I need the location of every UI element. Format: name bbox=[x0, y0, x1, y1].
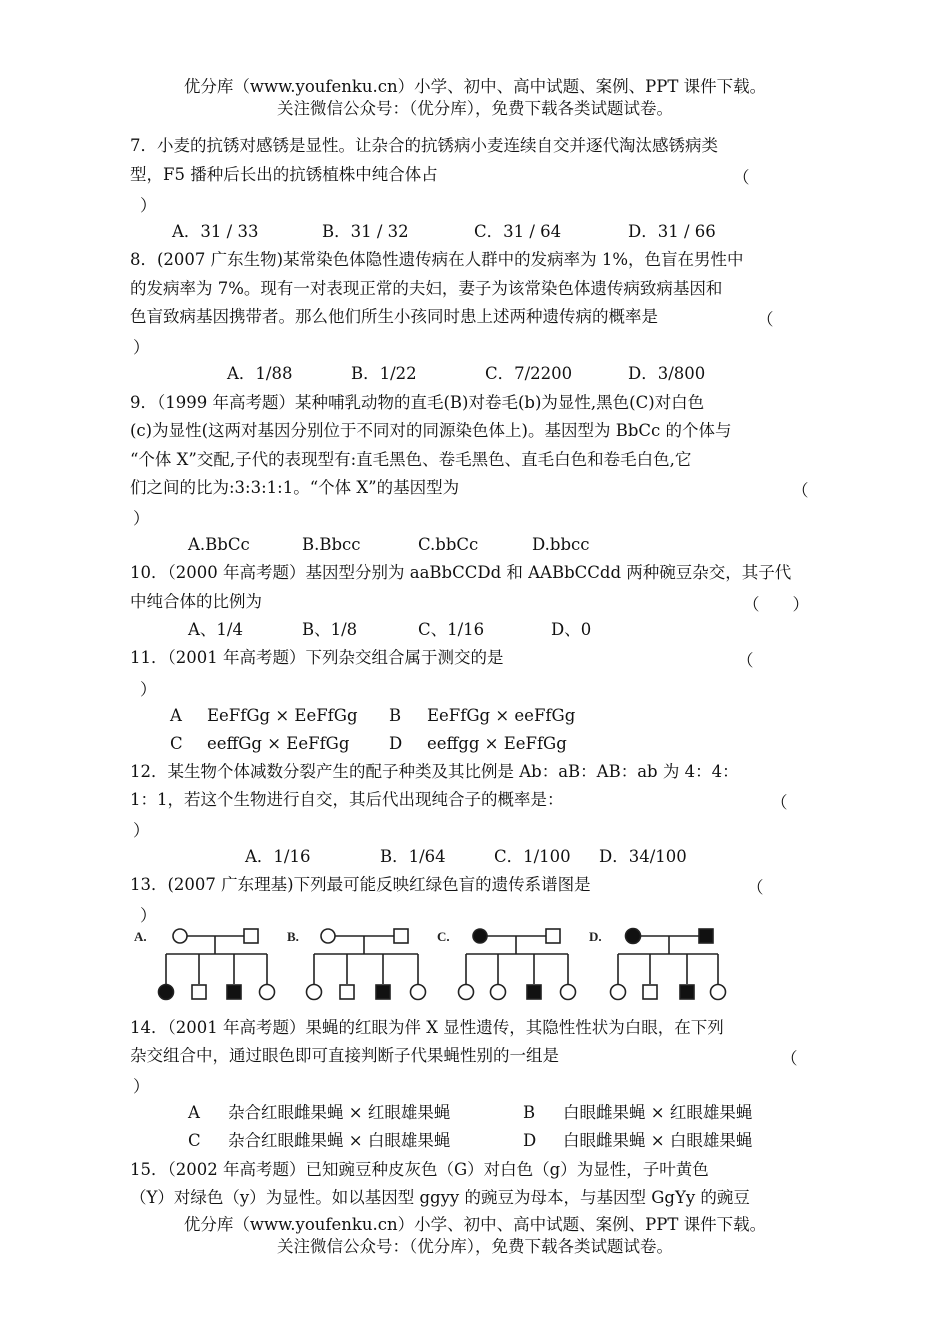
q10-option-b: B、1/8 bbox=[302, 620, 358, 639]
pedigree-figure bbox=[132, 922, 732, 1004]
q10-option-d: D、0 bbox=[551, 620, 592, 639]
q14-option-b-text: 白眼雌果蝇 × 红眼雄果蝇 bbox=[563, 1103, 753, 1122]
q11-option-d-letter: D bbox=[389, 734, 403, 753]
q14-line-2: 杂交组合中，通过眼色即可直接判断子代果蝇性别的一组是 bbox=[130, 1046, 559, 1065]
q11-option-a-text: EeFfGg × EeFfGg bbox=[207, 706, 358, 725]
pedigree-label-b: B. bbox=[287, 929, 299, 944]
pedigree-c bbox=[459, 929, 576, 1000]
q14-line-1: 14．（2001 年高考题）果蝇的红眼为伴 X 显性遗传，其隐性性状为白眼，在下列 bbox=[130, 1018, 724, 1037]
pedigree-label-c: C. bbox=[437, 929, 450, 944]
q7-option-b: B．31 / 32 bbox=[322, 222, 409, 241]
q14-option-b-letter: B bbox=[523, 1103, 536, 1122]
q13-paren-close: ） bbox=[140, 906, 157, 925]
q10-paren: （ ） bbox=[743, 595, 809, 614]
q9-line-4: 们之间的比为:3:3:1:1。“个体 X”的基因型为 bbox=[130, 478, 460, 497]
q8-paren-close: ） bbox=[133, 338, 150, 357]
q14-option-c-text: 杂合红眼雌果蝇 × 白眼雄果蝇 bbox=[228, 1131, 451, 1150]
q14-option-d-letter: D bbox=[523, 1131, 537, 1150]
q8-option-c: C．7/2200 bbox=[485, 364, 573, 383]
q7-line-2: 型，F5 播种后长出的抗锈植株中纯合体占 bbox=[130, 165, 438, 184]
q14-paren-open: （ bbox=[781, 1049, 798, 1068]
q11-option-c-letter: C bbox=[170, 734, 183, 753]
q14-option-a-text: 杂合红眼雌果蝇 × 红眼雄果蝇 bbox=[228, 1103, 451, 1122]
q14-paren-close: ） bbox=[133, 1077, 150, 1096]
q11-option-d-text: eeffgg × EeFfGg bbox=[427, 734, 567, 753]
q9-option-c: C.bbCc bbox=[418, 535, 479, 554]
q8-option-d: D．3/800 bbox=[628, 364, 706, 383]
footer-line-2: 关注微信公众号：（优分库），免费下载各类试题试卷。 bbox=[277, 1237, 673, 1256]
q14-option-a-letter: A bbox=[188, 1103, 200, 1122]
q9-line-2: (c)为显性(这两对基因分别位于不同对的同源染色体上)。基因型为 BbCc 的个体与 bbox=[130, 421, 732, 440]
q13-paren-open: （ bbox=[747, 878, 764, 897]
q9-paren-close: ） bbox=[133, 509, 150, 528]
q8-line-2: 的发病率为 7%。现有一对表现正常的夫妇，妻子为该常染色体遗传病致病基因和 bbox=[130, 279, 723, 298]
q9-line-1: 9．（1999 年高考题）某种哺乳动物的直毛(B)对卷毛(b)为显性,黑色(C)对白色 bbox=[130, 393, 705, 412]
pedigree-b bbox=[307, 929, 426, 1000]
q7-option-c: C．31 / 64 bbox=[474, 222, 562, 241]
q11-option-c-text: eeffGg × EeFfGg bbox=[207, 734, 350, 753]
q11-option-b-letter: B bbox=[389, 706, 402, 725]
q14-option-c-letter: C bbox=[188, 1131, 201, 1150]
q8-line-1: 8．(2007 广东生物)某常染色体隐性遗传病在人群中的发病率为 1%，色盲在男性中 bbox=[130, 250, 744, 269]
q12-line-1: 12．某生物个体减数分裂产生的配子种类及其比例是 Ab：aB：AB：ab 为 4：4： bbox=[130, 762, 739, 781]
q9-option-a: A.BbCc bbox=[188, 535, 250, 554]
q7-option-a: A．31 / 33 bbox=[172, 222, 259, 241]
q12-paren-open: （ bbox=[771, 793, 788, 812]
q8-line-3: 色盲致病基因携带者。那么他们所生小孩同时患上述两种遗传病的概率是 bbox=[130, 307, 658, 326]
q12-option-c: C．1/100 bbox=[494, 847, 571, 866]
q12-option-b: B．1/64 bbox=[380, 847, 446, 866]
q11-line-1: 11．（2001 年高考题）下列杂交组合属于测交的是 bbox=[130, 648, 504, 667]
q15-line-1: 15．（2002 年高考题）已知豌豆种皮灰色（G）对白色（g）为显性，子叶黄色 bbox=[130, 1160, 709, 1179]
q10-option-c: C、1/16 bbox=[418, 620, 485, 639]
header-line-1: 优分库（www.youfenku.cn）小学、初中、高中试题、案例、PPT 课件下载。 bbox=[183, 77, 767, 96]
q11-option-a-letter: A bbox=[170, 706, 182, 725]
q10-line-2: 中纯合体的比例为 bbox=[130, 592, 262, 611]
q7-paren-close: ） bbox=[140, 196, 157, 215]
q7-option-d: D．31 / 66 bbox=[628, 222, 716, 241]
q10-line-1: 10．（2000 年高考题）基因型分别为 aaBbCCDd 和 AABbCCdd 两种碗豆杂交，其子代 bbox=[130, 563, 792, 582]
q12-option-d: D．34/100 bbox=[599, 847, 687, 866]
q8-paren-open: （ bbox=[757, 310, 774, 329]
q12-option-a: A．1/16 bbox=[245, 847, 311, 866]
q9-option-b: B.Bbcc bbox=[302, 535, 361, 554]
q7-paren-open: （ bbox=[733, 168, 750, 187]
footer-line-1: 优分库（www.youfenku.cn）小学、初中、高中试题、案例、PPT 课件下载。 bbox=[183, 1215, 767, 1234]
pedigree-d bbox=[611, 929, 726, 1000]
pedigree-label-a: A. bbox=[134, 929, 147, 944]
q11-paren-open: （ bbox=[737, 651, 754, 670]
q12-paren-close: ） bbox=[133, 821, 150, 840]
q11-option-b-text: EeFfGg × eeFfGg bbox=[427, 706, 576, 725]
q14-option-d-text: 白眼雌果蝇 × 白眼雄果蝇 bbox=[563, 1131, 753, 1150]
q9-line-3: “个体 X”交配,子代的表现型有:直毛黑色、卷毛黑色、直毛白色和卷毛白色,它 bbox=[130, 450, 692, 469]
q11-paren-close: ） bbox=[140, 680, 157, 699]
q8-option-a: A．1/88 bbox=[227, 364, 293, 383]
q8-option-b: B．1/22 bbox=[351, 364, 417, 383]
header-line-2: 关注微信公众号：（优分库），免费下载各类试题试卷。 bbox=[277, 99, 673, 118]
q9-option-d: D.bbcc bbox=[532, 535, 590, 554]
q10-option-a: A、1/4 bbox=[188, 620, 243, 639]
pedigree-label-d: D. bbox=[589, 929, 602, 944]
q9-paren-open: （ bbox=[792, 481, 809, 500]
q15-line-2: （Y）对绿色（y）为显性。如以基因型 ggyy 的豌豆为母本，与基因型 GgYy 的豌豆 bbox=[130, 1188, 750, 1207]
pedigree-a bbox=[159, 929, 275, 1000]
q13-line-1: 13．(2007 广东理基)下列最可能反映红绿色盲的遗传系谱图是 bbox=[130, 875, 591, 894]
q7-line-1: 7．小麦的抗锈对感锈是显性。让杂合的抗锈病小麦连续自交并逐代淘汰感锈病类 bbox=[130, 136, 718, 155]
q12-line-2: 1：1，若这个生物进行自交，其后代出现纯合子的概率是： bbox=[130, 790, 564, 809]
